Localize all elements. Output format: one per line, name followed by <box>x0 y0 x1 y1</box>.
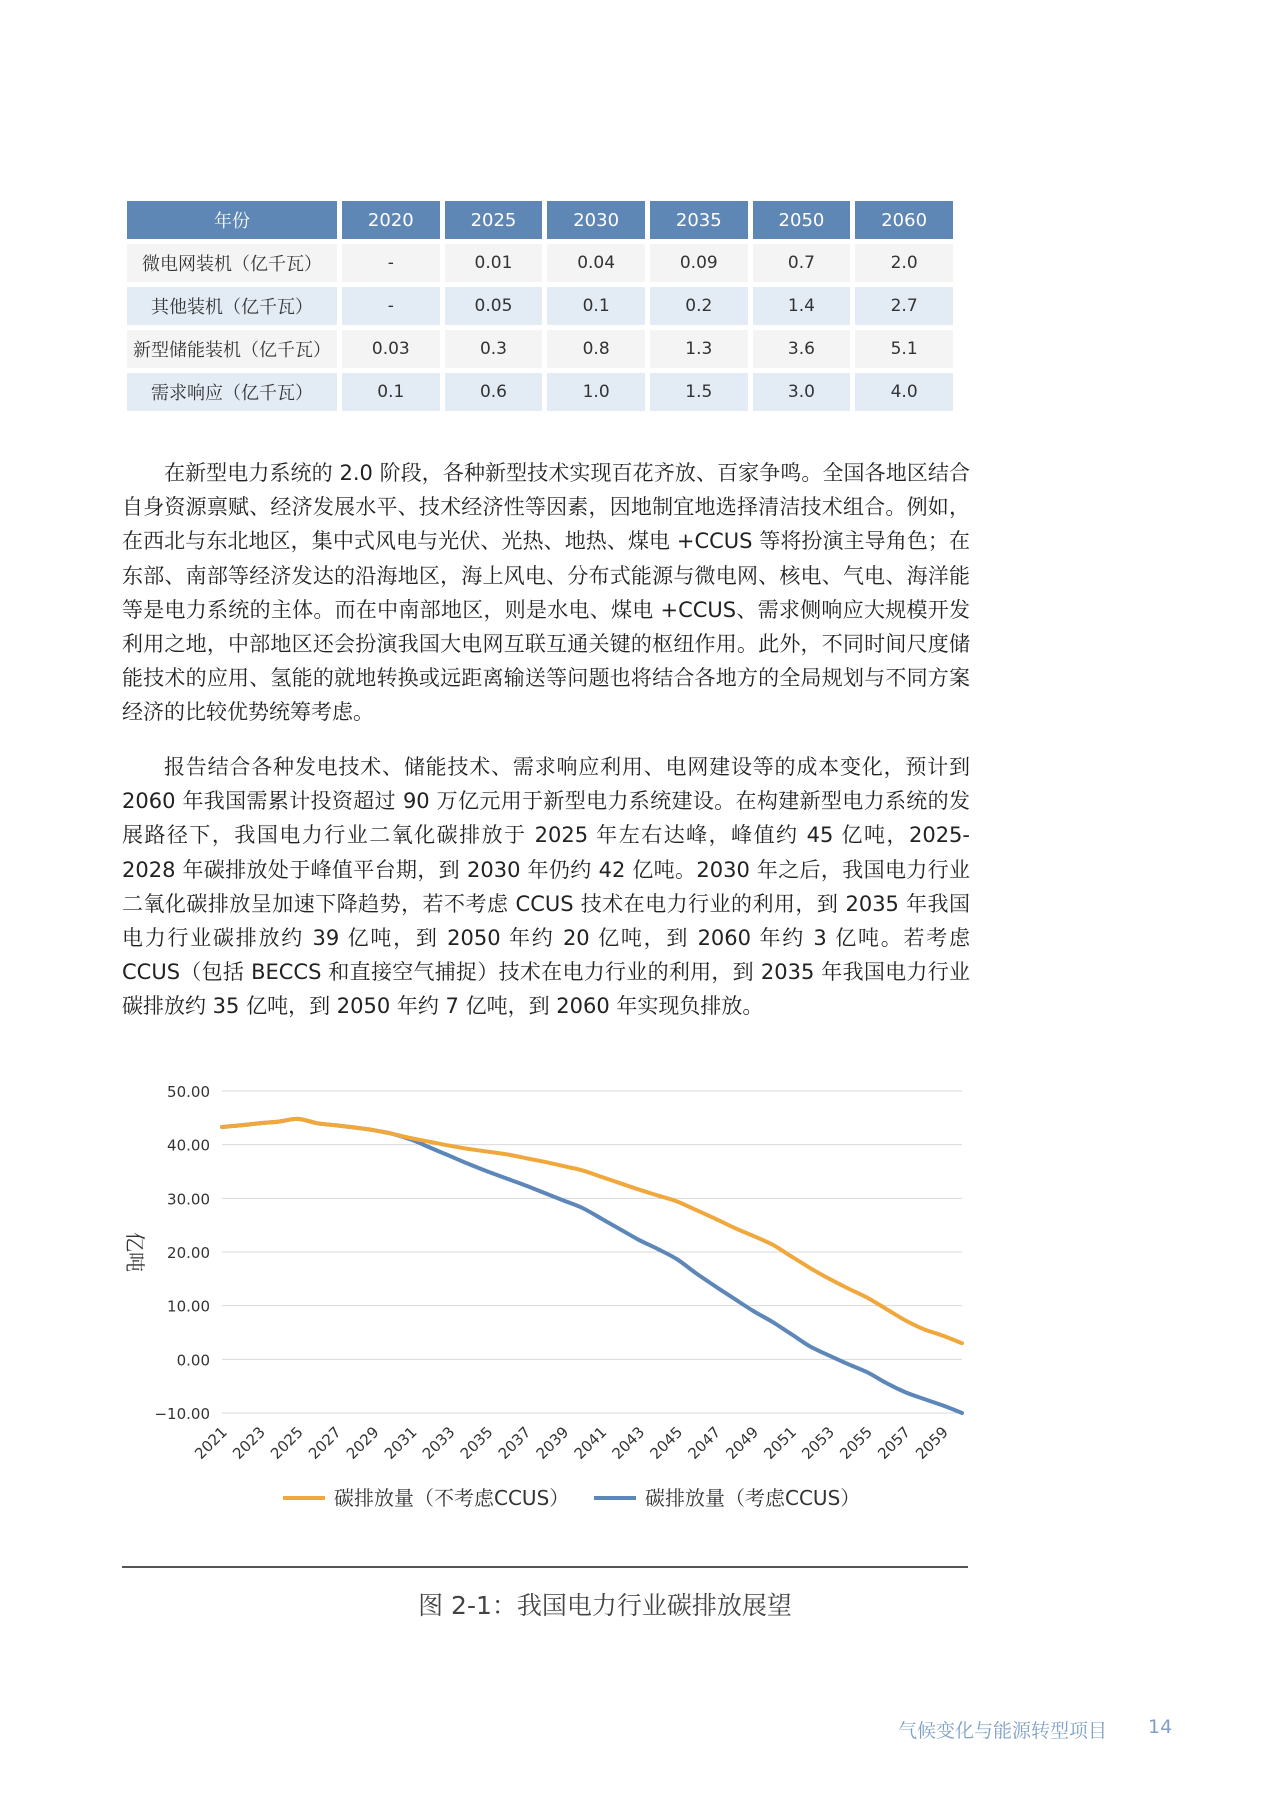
footer-project-label: 气候变化与能源转型项目 <box>897 1720 1107 1742</box>
table-header-cell: 年份 <box>127 201 337 239</box>
x-tick-label: 2057 <box>874 1423 914 1463</box>
x-tick-label: 2033 <box>418 1423 459 1463</box>
table-cell: 3.6 <box>753 330 851 368</box>
x-tick-label: 2023 <box>229 1423 269 1463</box>
x-tick-label: 2041 <box>570 1423 611 1463</box>
table-cell: 0.1 <box>342 373 440 411</box>
table-cell: 1.0 <box>547 373 645 411</box>
table-cell: 0.03 <box>342 330 440 368</box>
y-tick-label: 10.00 <box>167 1297 210 1316</box>
x-tick-label: 2021 <box>191 1423 231 1463</box>
table-cell: 2.7 <box>855 287 953 325</box>
y-tick-label: 20.00 <box>167 1244 210 1262</box>
x-tick-label: 2049 <box>722 1423 763 1463</box>
table-cell: 1.5 <box>650 373 748 411</box>
x-tick-label: 2029 <box>342 1423 383 1463</box>
table-cell: 1.3 <box>650 330 748 368</box>
x-tick-label: 2047 <box>684 1423 725 1463</box>
table-header-cell: 2020 <box>342 201 440 239</box>
table-cell: 0.04 <box>547 244 645 282</box>
table-row-label: 需求响应（亿千瓦） <box>127 373 337 411</box>
x-tick-label: 2045 <box>646 1423 687 1463</box>
y-axis-label: 亿吨 <box>123 1232 147 1272</box>
table-cell: 0.05 <box>445 287 543 325</box>
x-tick-label: 2037 <box>494 1423 535 1463</box>
table-header-cell: 2060 <box>855 201 953 239</box>
table-header-cell: 2035 <box>650 201 748 239</box>
body-paragraph: 在新型电力系统的 2.0 阶段，各种新型技术实现百花齐放、百家争鸣。全国各地区结合自身资源禀赋、经济发展水平、技术经济性等因素，因地制宜地选择清洁技术组合。例如，在西北与东北地区，集中式风电与光伏、光热、地热、煤电 +CCUS 等将扮演主导角色；在东部、南部等经济发达的沿海地区，海上风电、分布式能源与微电网、核电、气电、海洋能等是电力系统的主体。而在中南部地区，则是水电、煤电 +CCUS、需求侧响应大规模开发利用之地，中部地区还会扮演我国大电网互联互通关键的枢纽作用。此外，不同时间尺度储能技术的应用、氢能的就地转换或远距离输送等问题也将结合各地方的全局规划与不同方案经济的比较优势统筹考虑。 <box>122 461 970 725</box>
y-tick-label: 0.00 <box>176 1351 210 1370</box>
x-tick-label: 2051 <box>760 1423 801 1463</box>
table-row-label: 其他装机（亿千瓦） <box>127 287 337 325</box>
page-number: 14 <box>1148 1716 1173 1738</box>
caption-divider <box>122 1566 968 1568</box>
body-paragraph: 报告结合各种发电技术、储能技术、需求响应利用、电网建设等的成本变化，预计到 2060 年我国需累计投资超过 90 万亿元用于新型电力系统建设。在构建新型电力系统的发展路径下，我国电力行业二氧化碳排放于 2025 年左右达峰，峰值约 45 亿吨，2025-2028 年碳排放处于峰值平台期，到 2030 年仍约 42 亿吨。2030 年之后，我国电力行业二氧化碳排放呈加速下降趋势，若不考虑 CCUS 技术在电力行业的利用，到 2035 年我国电力行业碳排放约 39 亿吨，到 2050 年约 20 亿吨，到 2060 年约 3 亿吨。若考虑 CCUS（包括 BECCS 和直接空气捕捉）技术在电力行业的利用，到 2035 年我国电力行业碳排放约 35 亿吨，到 2050 年约 7 亿吨，到 2060 年实现负排放。 <box>122 755 970 1019</box>
x-tick-label: 2055 <box>836 1423 876 1463</box>
legend-label: 碳排放量（不考虑CCUS） <box>334 1486 570 1510</box>
y-tick-label: −10.00 <box>154 1405 210 1423</box>
table-header-cell: 2050 <box>753 201 851 239</box>
table-cell: 5.1 <box>855 330 953 368</box>
x-tick-label: 2059 <box>912 1423 952 1463</box>
table-cell: 3.0 <box>753 373 851 411</box>
y-tick-label: 50.00 <box>167 1083 210 1101</box>
series-line-without-ccus <box>222 1119 962 1343</box>
legend-label: 碳排放量（考虑CCUS） <box>645 1486 861 1510</box>
table-cell: 0.3 <box>445 330 543 368</box>
figure-caption: 图 2-1：我国电力行业碳排放展望 <box>418 1591 792 1620</box>
x-tick-label: 2053 <box>798 1423 839 1463</box>
table-cell: 0.2 <box>650 287 748 325</box>
table-cell: 0.1 <box>547 287 645 325</box>
table-cell: 0.8 <box>547 330 645 368</box>
table-cell: 4.0 <box>855 373 953 411</box>
x-tick-label: 2043 <box>608 1423 649 1463</box>
table-cell: - <box>342 287 440 325</box>
x-tick-label: 2031 <box>380 1423 421 1463</box>
table-cell: 0.01 <box>445 244 543 282</box>
table-cell: 1.4 <box>753 287 851 325</box>
table-cell: - <box>342 244 440 282</box>
y-tick-label: 40.00 <box>167 1136 210 1155</box>
table-cell: 0.09 <box>650 244 748 282</box>
x-tick-label: 2039 <box>532 1423 573 1463</box>
table-cell: 0.6 <box>445 373 543 411</box>
x-tick-label: 2035 <box>456 1423 497 1463</box>
table-cell: 2.0 <box>855 244 953 282</box>
table-row-label: 微电网装机（亿千瓦） <box>127 244 337 282</box>
table-cell: 0.7 <box>753 244 851 282</box>
y-tick-label: 30.00 <box>167 1190 210 1209</box>
x-tick-label: 2027 <box>304 1423 345 1463</box>
table-header-cell: 2025 <box>445 201 543 239</box>
series-line-with-ccus <box>222 1119 962 1413</box>
table-header-cell: 2030 <box>547 201 645 239</box>
table-row-label: 新型储能装机（亿千瓦） <box>127 330 337 368</box>
x-tick-label: 2025 <box>266 1423 307 1463</box>
